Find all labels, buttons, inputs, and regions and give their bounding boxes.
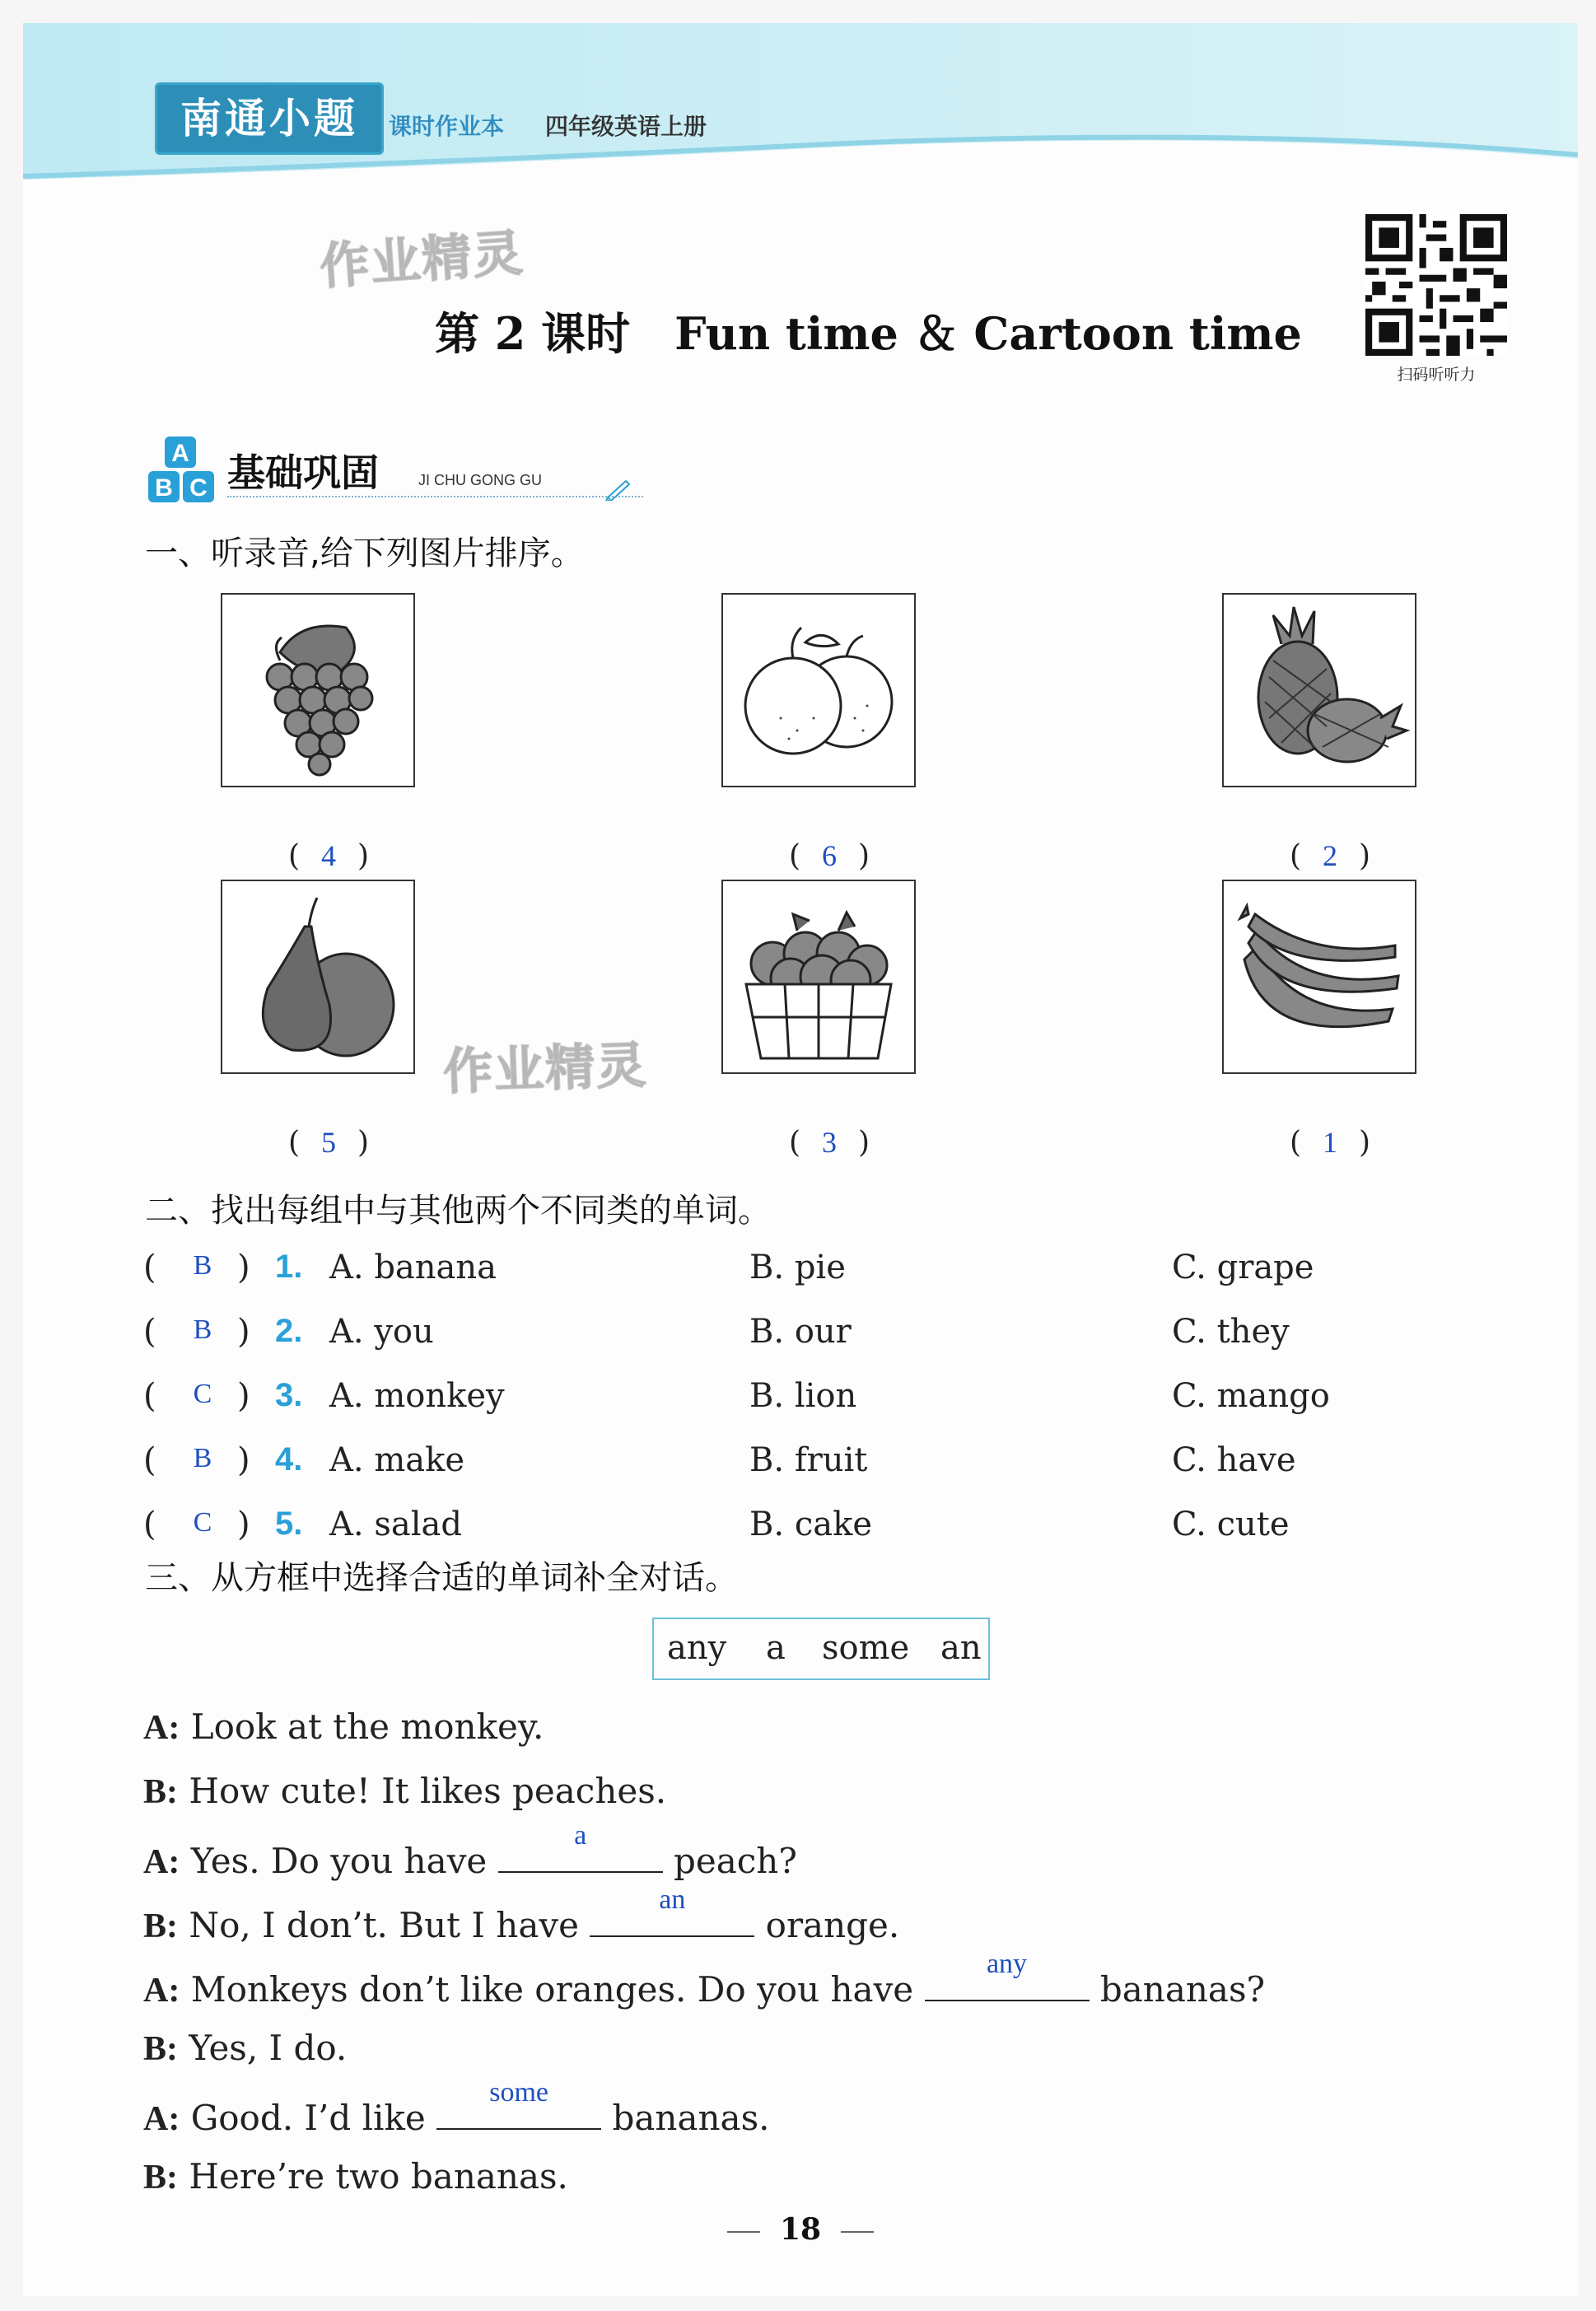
dialogue-line-5: A: Monkeys don’t like oranges. Do you have any bananas? (143, 1949, 1266, 2010)
q2-answer: B (193, 1314, 212, 1345)
q2-answer: B (193, 1250, 212, 1281)
speaker: A (143, 1709, 169, 1747)
open-paren: ( (143, 1313, 156, 1351)
answer-paren-4: ( 5 ) (288, 1126, 370, 1160)
word-bank-item: any (667, 1629, 727, 1667)
section-underline (227, 496, 643, 497)
dialogue-line-8: B: Here’re two bananas. (143, 2156, 568, 2197)
dialogue-line-4: B: No, I don’t. But I have an orange. (143, 1884, 900, 1945)
dialogue-line-1: A: Look at the monkey. (143, 1706, 544, 1747)
blank-answer: any (986, 1949, 1028, 1979)
speaker: B (143, 2159, 167, 2197)
line-text: No, I don’t. But I have (189, 1905, 590, 1945)
line-text-after: bananas? (1089, 1969, 1266, 2010)
picture-oranges (721, 593, 916, 787)
grade-subject: 四年级英语上册 (545, 113, 707, 140)
worksheet-page (23, 23, 1578, 2296)
open-paren: ( (143, 1506, 156, 1543)
picture-pineapples (1222, 593, 1416, 787)
watermark: 作业精灵 (318, 224, 526, 296)
blank-answer: an (659, 1884, 686, 1915)
picture-grapes (221, 593, 415, 787)
option-c: C. cute (1172, 1506, 1290, 1543)
brand-logo: 南通小题 (155, 82, 384, 155)
option-b: B. our (749, 1313, 852, 1351)
answer-paren-3: ( 2 ) (1290, 839, 1371, 873)
answer-paren-2: ( 6 ) (789, 839, 870, 873)
line-text-after: bananas. (601, 2098, 770, 2138)
abc-letter-a: A (171, 440, 189, 467)
qr-code-icon[interactable] (1365, 214, 1507, 356)
option-a: A. banana (329, 1249, 497, 1286)
picture-fruit-basket (721, 880, 916, 1074)
fill-blank[interactable] (436, 2077, 601, 2130)
dialogue-line-7: A: Good. I’d like some bananas. (143, 2077, 770, 2138)
option-b: B. pie (749, 1249, 846, 1286)
q2-answer: C (193, 1507, 212, 1538)
line-text: Look at the monkey. (190, 1706, 544, 1747)
speaker: B (143, 1907, 167, 1945)
answer-value: 6 (822, 839, 838, 872)
abc-letter-b: B (155, 474, 173, 502)
lesson-title: 第 2 课时 Fun time ＆ Cartoon time (435, 307, 1302, 360)
option-b: B. lion (749, 1377, 857, 1415)
section-title: 基础巩固 (227, 451, 379, 495)
pears-icon (222, 881, 413, 1072)
answer-value: 2 (1323, 839, 1338, 872)
q2-item-1 (23, 1249, 1578, 1298)
word-bank-box (652, 1618, 990, 1680)
dialogue-line-6: B: Yes, I do. (143, 2028, 348, 2068)
speaker: A (143, 1972, 169, 2010)
picture-pears (221, 880, 415, 1074)
line-text: Yes, I do. (189, 2028, 348, 2068)
speaker: B (143, 1773, 167, 1811)
item-number: 2. (275, 1313, 303, 1349)
item-number: 3. (275, 1377, 303, 1413)
close-paren: ) (237, 1313, 250, 1351)
watermark: 作业精灵 (442, 1036, 649, 1102)
pineapples-icon (1224, 595, 1415, 786)
line-text-after: peach? (662, 1841, 797, 1881)
option-a: A. salad (329, 1506, 462, 1543)
item-number: 1. (275, 1249, 303, 1285)
page-number-value: 18 (779, 2212, 822, 2247)
option-a: A. you (329, 1313, 434, 1351)
qr-label: 扫码听听力 (1397, 366, 1476, 384)
line-text-after: orange. (754, 1905, 900, 1945)
q2-item-4 (23, 1441, 1578, 1491)
line-text: How cute! It likes peaches. (189, 1771, 667, 1811)
q2-answer: C (193, 1379, 212, 1409)
blank-answer: some (489, 2077, 549, 2108)
bananas-icon (1224, 881, 1415, 1072)
option-c: C. they (1172, 1313, 1290, 1351)
line-text: Monkeys don’t like oranges. Do you have (190, 1969, 925, 2010)
grapes-icon (222, 595, 413, 786)
abc-blocks-icon (147, 435, 216, 504)
oranges-icon (723, 595, 914, 786)
option-c: C. mango (1172, 1377, 1330, 1415)
answer-value: 5 (321, 1126, 337, 1159)
abc-letter-c: C (189, 474, 208, 502)
q2-answer: B (193, 1443, 212, 1473)
speaker: A (143, 2100, 169, 2138)
section-pinyin: JI CHU GONG GU (418, 472, 543, 488)
speaker: B (143, 2030, 167, 2068)
open-paren: ( (143, 1377, 156, 1415)
fill-blank[interactable] (498, 1820, 663, 1873)
close-paren: ) (237, 1441, 250, 1479)
question-3-heading: 三、从方框中选择合适的单词补全对话。 (145, 1559, 738, 1597)
open-paren: ( (143, 1249, 156, 1286)
q2-item-3 (23, 1377, 1578, 1426)
answer-value: 4 (321, 839, 337, 872)
pencil-icon (604, 478, 632, 501)
fill-blank[interactable] (590, 1884, 754, 1937)
option-b: B. cake (749, 1506, 872, 1543)
answer-paren-5: ( 3 ) (789, 1126, 870, 1160)
question-1-heading: 一、听录音,给下列图片排序。 (145, 535, 584, 572)
page-number (23, 2212, 1578, 2247)
line-text: Good. I’d like (190, 2098, 437, 2138)
item-number: 4. (275, 1441, 303, 1478)
option-a: A. monkey (329, 1377, 505, 1415)
line-text: Here’re two bananas. (189, 2156, 568, 2197)
question-2-heading: 二、找出每组中与其他两个不同类的单词。 (145, 1192, 771, 1230)
fruit-basket-icon (723, 881, 914, 1072)
answer-value: 3 (822, 1126, 838, 1159)
line-text: Yes. Do you have (190, 1841, 498, 1881)
word-bank-item: an (940, 1629, 982, 1667)
open-paren: ( (143, 1441, 156, 1479)
q2-item-2 (23, 1313, 1578, 1362)
option-a: A. make (329, 1441, 465, 1479)
answer-paren-6: ( 1 ) (1290, 1126, 1371, 1160)
dialogue-line-3: A: Yes. Do you have a peach? (143, 1820, 797, 1881)
close-paren: ) (237, 1377, 250, 1415)
word-bank-item: a (766, 1629, 786, 1667)
option-b: B. fruit (749, 1441, 868, 1479)
speaker: A (143, 1843, 169, 1881)
answer-value: 1 (1323, 1126, 1338, 1159)
series-name: 课时作业本 (389, 113, 505, 140)
fill-blank[interactable] (925, 1949, 1090, 2001)
word-bank-item: some (822, 1629, 910, 1667)
answer-paren-1: ( 4 ) (288, 839, 370, 873)
picture-bananas (1222, 880, 1416, 1074)
item-number: 5. (275, 1506, 303, 1542)
dialogue-line-2: B: How cute! It likes peaches. (143, 1771, 667, 1811)
blank-answer: a (574, 1820, 587, 1851)
option-c: C. grape (1172, 1249, 1314, 1286)
q2-item-5 (23, 1506, 1578, 1555)
close-paren: ) (237, 1506, 250, 1543)
close-paren: ) (237, 1249, 250, 1286)
option-c: C. have (1172, 1441, 1296, 1479)
